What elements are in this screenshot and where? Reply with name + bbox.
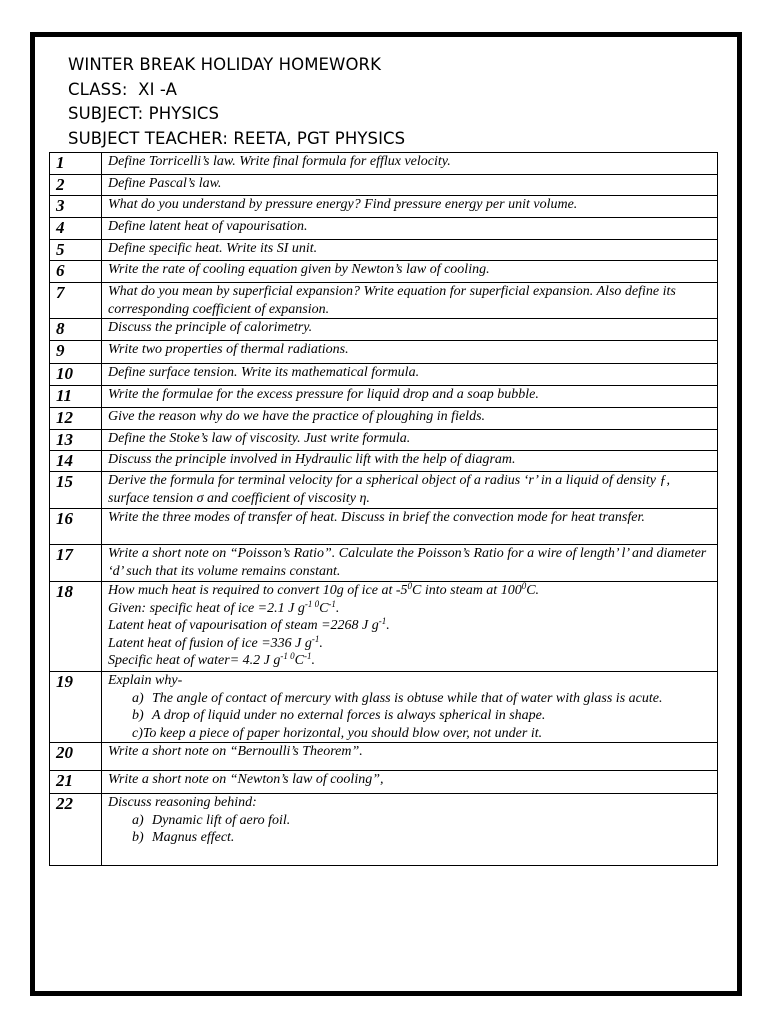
- sub-item: [108, 812, 713, 830]
- question-number: 5: [50, 240, 102, 261]
- question-number: 6: [50, 261, 102, 283]
- question-line: [108, 600, 713, 618]
- table-row: [50, 196, 718, 218]
- table-row: [50, 743, 718, 771]
- question-text: Write a short note on “Newton’s law of cooling”,: [102, 771, 718, 794]
- question-text: Write the rate of cooling equation given by Newton’s law of cooling.: [102, 261, 718, 283]
- question-number: 15: [50, 472, 102, 509]
- sub-item-text: Magnus effect.: [152, 830, 235, 845]
- question-text: Derive the formula for terminal velocity for a spherical object of a radius ‘r’ in a liquid of density ƒ, surface tension σ and coefficient of viscosity η.: [102, 472, 718, 509]
- question-number: 11: [50, 386, 102, 408]
- question-text: Write two properties of thermal radiations.: [102, 341, 718, 364]
- superscript: -1: [328, 598, 336, 609]
- text-part: Specific heat of water= 4.2 J g: [108, 653, 281, 668]
- question-text: Define surface tension. Write its mathematical formula.: [102, 364, 718, 386]
- text-part: .: [311, 653, 315, 668]
- superscript: 0: [407, 581, 413, 591]
- table-row: [50, 451, 718, 472]
- superscript: -1: [378, 616, 387, 626]
- sub-item-label: b): [132, 830, 144, 845]
- sub-item-text: Dynamic lift of aero foil.: [152, 812, 291, 828]
- text-part: .: [319, 635, 323, 651]
- text-part: C: [294, 653, 304, 668]
- question-number: 14: [50, 451, 102, 472]
- sub-item-label: a): [132, 690, 144, 706]
- superscript: -1: [303, 651, 312, 661]
- question-text: Write a short note on “Bernoulli’s Theorem”.: [102, 743, 718, 771]
- question-text: Discuss the principle of calorimetry.: [102, 319, 718, 341]
- question-number: 20: [50, 743, 102, 771]
- question-number: 12: [50, 408, 102, 430]
- question-text: Write the three modes of transfer of heat. Discuss in brief the convection mode for heat transfer.: [102, 509, 718, 545]
- question-text: [102, 794, 718, 866]
- table-row: [50, 218, 718, 240]
- teacher-line: SUBJECT TEACHER: REETA, PGT PHYSICS: [68, 128, 406, 148]
- table-row: [50, 153, 718, 175]
- table-row: [50, 175, 718, 196]
- question-text: Define Pascal’s law.: [102, 175, 718, 196]
- sub-item-text: A drop of liquid under no external forces is always spherical in shape.: [152, 708, 546, 723]
- sub-item: [108, 690, 713, 708]
- question-number: 10: [50, 364, 102, 386]
- question-text: Define specific heat. Write its SI unit.: [102, 240, 718, 261]
- document-header: [68, 53, 405, 151]
- question-number: 3: [50, 196, 102, 218]
- question-number: 1: [50, 153, 102, 175]
- text-part: .: [386, 618, 390, 633]
- table-row: [50, 430, 718, 451]
- superscript: -1 0: [304, 598, 320, 609]
- text-part: Latent heat of fusion of ice =336 J g: [108, 635, 312, 651]
- question-number: 4: [50, 218, 102, 240]
- superscript: -1: [311, 633, 320, 644]
- question-text: What do you mean by superficial expansion? Write equation for superficial expansion. Also define its corresponding coefficient of expansion.: [102, 283, 718, 319]
- table-row: [50, 240, 718, 261]
- superscript: -1 0: [280, 651, 295, 661]
- question-text: Discuss the principle involved in Hydraulic lift with the help of diagram.: [102, 451, 718, 472]
- table-row: [50, 261, 718, 283]
- question-number: 7: [50, 283, 102, 319]
- table-row: [50, 509, 718, 545]
- question-number: 21: [50, 771, 102, 794]
- table-row: [50, 472, 718, 509]
- question-line: Explain why-: [108, 673, 183, 688]
- question-text: [102, 582, 718, 672]
- superscript: 0: [521, 581, 527, 591]
- question-number: 17: [50, 545, 102, 582]
- question-number: 2: [50, 175, 102, 196]
- question-line: [108, 617, 713, 635]
- table-row: [50, 771, 718, 794]
- sub-item-label: b): [132, 708, 144, 723]
- table-row: [50, 408, 718, 430]
- question-text: Write a short note on “Poisson’s Ratio”. Calculate the Poisson’s Ratio for a wire of length’ l’ and diameter ‘d’ such that its volume remains constant.: [102, 545, 718, 582]
- question-number: 9: [50, 341, 102, 364]
- question-number: 16: [50, 509, 102, 545]
- class-line: CLASS: XI -A: [68, 79, 177, 99]
- table-row: [50, 283, 718, 319]
- question-text: Define latent heat of vapourisation.: [102, 218, 718, 240]
- question-line: [108, 582, 713, 600]
- sub-item-label: a): [132, 812, 144, 828]
- sub-item: [108, 707, 713, 725]
- text-part: How much heat is required to convert 10g of ice at -5: [108, 583, 408, 598]
- question-line: [108, 635, 713, 653]
- question-number: 18: [50, 582, 102, 672]
- table-row: [50, 364, 718, 386]
- text-part: Latent heat of vapourisation of steam =2268 J g: [108, 618, 379, 633]
- question-line: Discuss reasoning behind:: [108, 795, 257, 810]
- text-part: C: [319, 600, 329, 616]
- text-part: C into steam at 100: [412, 583, 522, 598]
- title: WINTER BREAK HOLIDAY HOMEWORK: [68, 55, 382, 74]
- subject-line: SUBJECT: PHYSICS: [68, 104, 220, 123]
- question-line: [108, 652, 713, 670]
- question-text: Define Torricelli’s law. Write final formula for efflux velocity.: [102, 153, 718, 175]
- question-text: Give the reason why do we have the practice of ploughing in fields.: [102, 408, 718, 430]
- question-number: 8: [50, 319, 102, 341]
- table-row: [50, 386, 718, 408]
- sub-item: c)To keep a piece of paper horizontal, you should blow over, not under it.: [132, 725, 543, 741]
- table-row: [50, 672, 718, 743]
- table-row: [50, 582, 718, 672]
- question-text: Define the Stoke’s law of viscosity. Just write formula.: [102, 430, 718, 451]
- text-part: C.: [526, 583, 540, 598]
- questions-table: [49, 152, 718, 866]
- table-row: [50, 545, 718, 582]
- table-row: [50, 341, 718, 364]
- table-row: [50, 794, 718, 866]
- question-number: 22: [50, 794, 102, 866]
- text-part: .: [335, 600, 340, 616]
- question-text: Write the formulae for the excess pressure for liquid drop and a soap bubble.: [102, 386, 718, 408]
- table-row: [50, 319, 718, 341]
- question-number: 13: [50, 430, 102, 451]
- text-part: Given: specific heat of ice =2.1 J g: [108, 600, 305, 616]
- sub-item: [108, 829, 713, 847]
- question-text: [102, 672, 718, 743]
- sub-item-text: The angle of contact of mercury with glass is obtuse while that of water with glass is acute.: [152, 690, 663, 706]
- question-number: 19: [50, 672, 102, 743]
- question-text: What do you understand by pressure energy? Find pressure energy per unit volume.: [102, 196, 718, 218]
